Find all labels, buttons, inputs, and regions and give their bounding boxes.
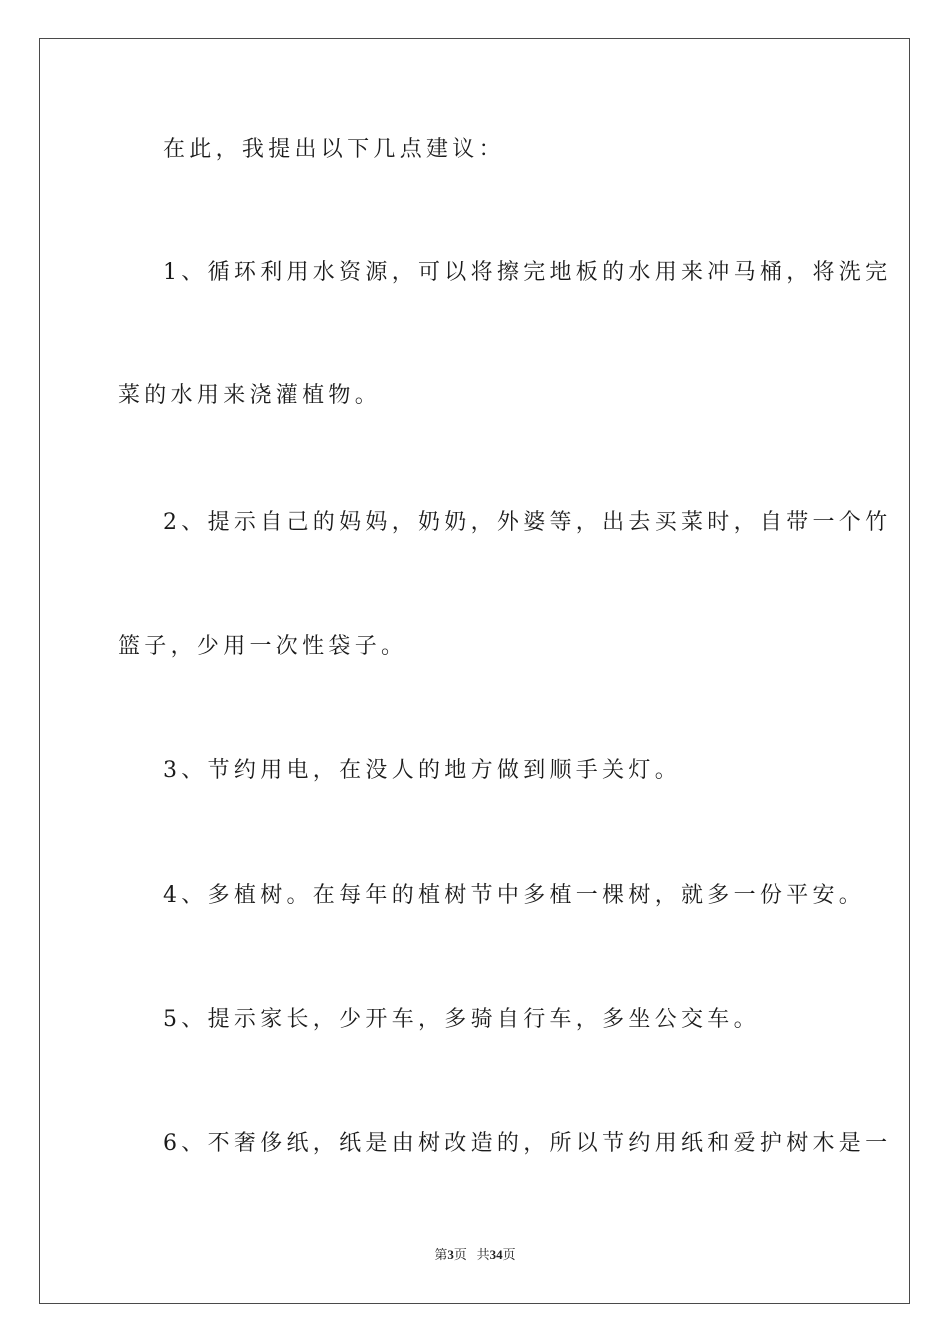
paragraph-3: 3、节约用电，在没人的地方做到顺手关灯。	[163, 758, 681, 783]
paragraph-1-line-2: 菜的水用来浇灌植物。	[118, 383, 382, 408]
paragraph-4: 4、多植树。在每年的植树节中多植一棵树，就多一份平安。	[163, 883, 866, 908]
footer-page-number: 3	[447, 1247, 454, 1262]
paragraph-intro: 在此，我提出以下几点建议：	[163, 137, 505, 162]
page-footer	[0, 1246, 950, 1264]
footer-total-prefix: 共	[476, 1247, 490, 1262]
footer-page-suffix: 页	[453, 1247, 467, 1262]
footer-total-pages: 34	[489, 1247, 503, 1262]
paragraph-6-line-1: 6、不奢侈纸，纸是由树改造的，所以节约用纸和爱护树木是一	[163, 1131, 892, 1156]
footer-total-suffix: 页	[502, 1247, 516, 1262]
paragraph-2-line-2: 篮子，少用一次性袋子。	[118, 634, 408, 659]
footer-page-prefix: 第	[434, 1247, 448, 1262]
paragraph-2-line-1: 2、提示自己的妈妈，奶奶，外婆等，出去买菜时，自带一个竹	[163, 510, 892, 535]
paragraph-5: 5、提示家长，少开车，多骑自行车，多坐公交车。	[163, 1007, 760, 1032]
page-border	[39, 38, 910, 1304]
paragraph-1-line-1: 1、循环利用水资源，可以将擦完地板的水用来冲马桶，将洗完	[163, 260, 892, 285]
